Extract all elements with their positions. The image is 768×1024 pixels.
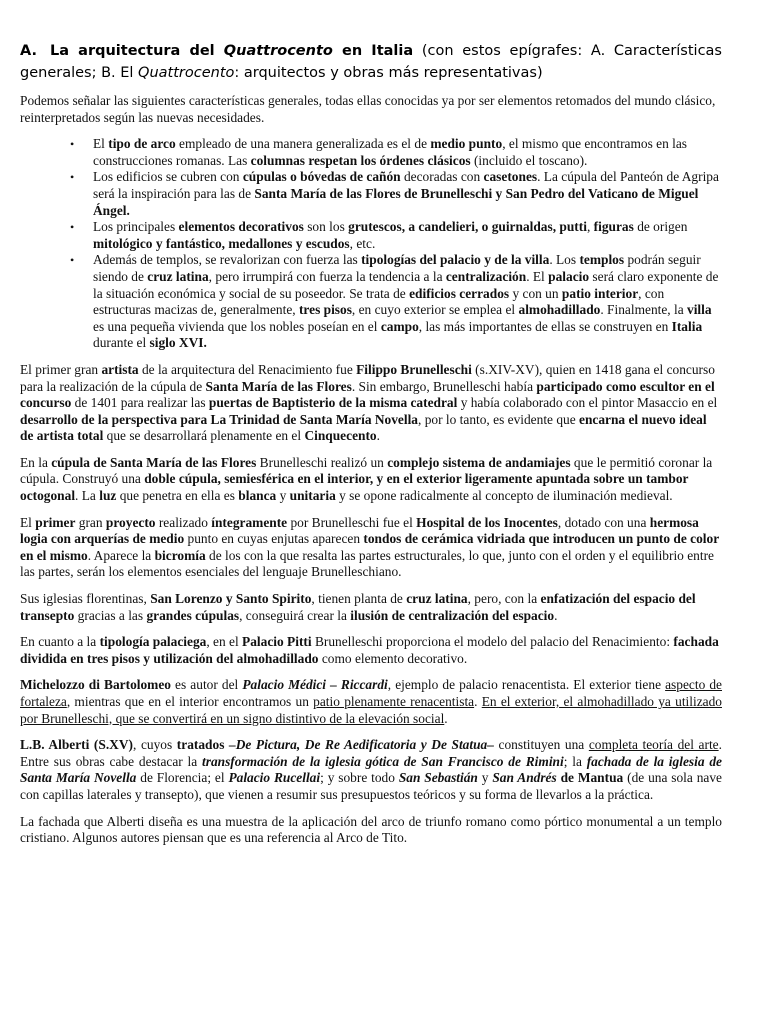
text-run: tipo de arco [108, 136, 176, 152]
text-run: ; y sobre todo [320, 770, 399, 786]
text-run: , tienen planta de [311, 591, 407, 607]
text-run: gran [75, 514, 106, 530]
text-run: constituyen una [493, 737, 589, 753]
text-run: San Andrés [492, 770, 557, 786]
text-run: , con estructuras macizas de, generalmente, [93, 285, 665, 318]
text-run: Italia [671, 318, 703, 334]
text-run: Cinquecento [304, 428, 377, 444]
text-run: y con un [509, 285, 562, 301]
text-run: tondos de cerámica vidriada que introducen un punto de color en el mismo [20, 531, 719, 563]
text-run: elementos decorativos [178, 219, 304, 235]
body-paragraph [20, 634, 722, 667]
text-run: que se desarrollará plenamente en el [103, 428, 305, 444]
text-run: , mientras que en el interior encontramos un [66, 694, 314, 709]
text-run: (s.XIV-XV), quien en 1418 gana el concurso para la realización de la cúpula de [20, 361, 715, 394]
text-run: , en cuyo exterior se emplea el [351, 302, 519, 318]
body-paragraph [20, 814, 722, 847]
text-run: artista [101, 361, 139, 377]
text-run: transformación de la iglesia gótica de San Francisco de Rimini [202, 753, 564, 769]
text-run: edificios cerrados [409, 285, 510, 301]
text-run: completa teoría del arte [588, 737, 719, 753]
characteristic-item [20, 252, 722, 352]
intro-paragraph: Podemos señalar las siguientes características generales, todas ellas conocidas ya por ser elementos retomados del mundo clásico, reinterpretados según las nuevas necesidades. [20, 93, 716, 125]
text-run: de los con la que resalta las partes estructurales, lo que, junto con el orden y el equilibrio entre las partes, serán los elementos esenciales del lenguaje Brunelleschiano. [20, 547, 714, 580]
bullet-icon: • [70, 220, 75, 235]
text-run: de 1401 para realizar las [71, 395, 209, 411]
text-run: Santa María de las Flores [205, 378, 352, 394]
text-run: medio punto [430, 136, 503, 152]
document-page [20, 40, 722, 857]
text-run: El [20, 514, 36, 530]
text-run: patio interior [561, 285, 639, 301]
text-run: de Mantua [556, 770, 624, 786]
text-run: El primer gran [20, 361, 102, 377]
text-run: , las más importantes de ellas se construyen en [418, 318, 672, 334]
text-run: empleado de una manera generalizada es el de [175, 136, 431, 152]
text-run: , conseguirá crear la [239, 607, 351, 623]
text-run: Brunelleschi realizó un [256, 454, 388, 470]
text-run: de la arquitectura del Renacimiento fue [138, 361, 357, 377]
text-run: Hospital de los Inocentes [416, 514, 558, 530]
text-run: . [554, 607, 558, 623]
text-run: son los [303, 219, 349, 235]
text-run: En el exterior, el almohadillado ya utilizado por Brunelleschi, que se convertirá en un signo distintivo de la elevación social [20, 694, 722, 726]
text-run: . Los [549, 252, 580, 268]
text-run: grandes cúpulas [146, 607, 240, 623]
text-run: , pero, con la [467, 591, 541, 607]
text-run: grutescos, a candelieri, o guirnaldas, putti [348, 219, 587, 235]
text-run: será claro exponente de la situación económica y social de su poseedor. Se trata de [93, 268, 719, 301]
text-run: fachada dividida en tres pisos y utilización del almohadillado [20, 634, 719, 666]
text-run: aspecto de fortaleza [20, 677, 722, 709]
text-run: desarrollo de la perspectiva para La Trinidad de Santa María Novella [20, 411, 418, 427]
text-run: campo [380, 318, 419, 334]
text-run: es autor del [170, 677, 243, 693]
text-run: Santa María de las Flores de Brunelleschi y San Pedro del Vaticano de Miguel Ángel. [93, 185, 699, 218]
text-run: tipologías del palacio y de la villa [361, 252, 550, 268]
text-run: Palacio Médici – Riccardi [242, 677, 388, 693]
text-run: centralización [445, 268, 527, 284]
text-run: que le permitió coronar la cúpula. Construyó una [20, 454, 713, 487]
characteristic-item [20, 219, 722, 252]
text-run: doble cúpula, semiesférica en el interior, y en el exterior ligeramente apuntada sobre un tambor octogonal [20, 471, 689, 504]
text-run: , ejemplo de palacio renacentista. El exterior tiene [387, 677, 666, 693]
text-run: Palacio Pitti [242, 634, 312, 650]
text-run: de Florencia; el [136, 770, 229, 786]
text-run: es una pequeña vivienda que los nobles poseían en el [93, 318, 381, 334]
text-run: por Brunelleschi fue el [287, 514, 417, 530]
text-run: columnas respetan los órdenes clásicos [250, 152, 471, 168]
text-run: . El [526, 268, 549, 284]
text-run: hermosa logia con arquerías de medio [20, 514, 699, 547]
text-run: siglo XVI. [149, 335, 207, 351]
body-paragraph [20, 677, 722, 727]
text-run: almohadillado [518, 302, 601, 318]
body-paragraph [20, 455, 722, 505]
text-run: que penetra en ella es [116, 488, 239, 504]
text-run: y [477, 770, 493, 786]
text-run: (incluido el toscano). [470, 152, 588, 168]
section-heading [20, 40, 722, 84]
text-run: . [474, 694, 482, 709]
section-title: La arquitectura del Quattrocento en Italia [50, 43, 414, 59]
text-run: encarna el nuevo ideal de artista total [20, 411, 707, 444]
text-run: , el mismo que encontramos en las construcciones romanas. Las [93, 136, 688, 168]
text-run: . [444, 710, 448, 726]
text-run: y [276, 488, 290, 504]
bullet-icon: • [70, 253, 75, 268]
text-run: cruz latina [147, 268, 209, 284]
text-run: realizado [155, 514, 212, 530]
text-run: . La cúpula del Panteón de Agripa será la inspiración para las de [93, 169, 719, 201]
text-run: palacio [548, 268, 590, 284]
text-run: El [93, 136, 109, 152]
text-run: unitaria [289, 488, 336, 504]
text-run: Además de templos, se revalorizan con fuerza las [93, 252, 362, 268]
text-run: San Lorenzo y Santo Spirito [150, 591, 312, 607]
text-run: , etc. [349, 235, 376, 251]
text-run: patio plenamente renacentista [313, 694, 475, 709]
text-run: La fachada que Alberti diseña es una muestra de la aplicación del arco de triunfo romano como pórtico monumental a un templo cristiano. Algunos autores piensan que es una referencia al Arco de Tito. [20, 813, 722, 846]
text-run: ; la [563, 753, 587, 769]
text-run: villa [687, 302, 712, 318]
text-run: decoradas con [400, 169, 484, 185]
body-paragraph [20, 515, 722, 581]
text-run: podrán seguir siendo de [93, 252, 701, 284]
characteristics-list [20, 136, 722, 352]
text-run: . Aparece la [87, 547, 155, 563]
section-number: A. [20, 43, 37, 59]
text-run: tratados [176, 737, 225, 753]
text-run: puertas de Baptisterio de la misma catedral [208, 395, 458, 411]
section-subtitle: (con estos epígrafes: A. Características generales; B. El Quattrocento: arquitectos y obras más representativas) [20, 43, 722, 81]
text-run: íntegramente [211, 514, 288, 530]
text-run: cúpulas o bóvedas de cañón [242, 169, 401, 185]
text-run: de origen [633, 219, 688, 235]
text-run: luz [99, 488, 117, 504]
text-run: ilusión de centralización del espacio [350, 607, 555, 623]
text-run: cruz latina [406, 591, 468, 607]
text-run: Sus iglesias florentinas, [20, 591, 151, 607]
text-run: En cuanto a la [20, 634, 100, 650]
body-paragraphs [20, 362, 722, 847]
text-run: y se opone radicalmente al concepto de iluminación medieval. [335, 488, 673, 504]
text-run: , dotado con una [557, 514, 650, 530]
text-run: En la [20, 454, 52, 470]
text-run: San Sebastián [398, 770, 478, 786]
text-run: tres pisos [298, 302, 352, 318]
text-run: . Sin embargo, Brunelleschi había [351, 378, 537, 394]
text-run: . La [75, 488, 100, 504]
text-run: primer [35, 514, 76, 530]
text-run: Los principales [93, 219, 179, 235]
text-run: –De Pictura, De Re Aedificatoria y De Statua– [224, 737, 494, 753]
text-run: Palacio Rucellai [228, 770, 321, 786]
text-run: bicromía [154, 547, 206, 563]
text-run: y había colaborado con el pintor Masaccio en el [457, 395, 718, 411]
text-run: Brunelleschi proporciona el modelo del palacio del Renacimiento: [311, 634, 674, 650]
text-run: como elemento decorativo. [318, 650, 468, 666]
body-paragraph [20, 362, 722, 445]
text-run: , en el [206, 634, 243, 650]
text-run: complejo sistema de andamiajes [387, 454, 571, 470]
text-run: gracias a las [74, 607, 147, 623]
text-run: . Finalmente, la [600, 302, 688, 318]
text-run: mitológico y fantástico, medallones y escudos [93, 235, 350, 251]
text-run: figuras [593, 219, 634, 235]
text-run: . Entre sus obras cabe destacar la [20, 737, 722, 769]
text-run: proyecto [105, 514, 156, 530]
text-run: templos [579, 252, 625, 268]
text-run: Filippo Brunelleschi [356, 361, 472, 377]
text-run: . [376, 428, 380, 444]
text-run: casetones [483, 169, 538, 185]
bullet-icon: • [70, 137, 75, 152]
text-run: enfatización del espacio del transepto [20, 591, 696, 623]
text-run: , cuyos [133, 737, 177, 753]
text-run: (S.XV) [89, 737, 133, 753]
text-run: participado como escultor en el concurso [20, 378, 715, 411]
text-run: , [586, 219, 594, 235]
text-run: L.B. Alberti [20, 737, 90, 753]
body-paragraph [20, 737, 722, 803]
body-paragraph [20, 591, 722, 624]
text-run: , por lo tanto, es evidente que [418, 411, 580, 427]
text-run: , pero irrumpirá con fuerza la tendencia a la [208, 268, 446, 284]
text-run: Michelozzo di Bartolomeo [20, 677, 171, 693]
text-run: tipología palaciega [99, 634, 207, 650]
text-run: (de una sola nave con capillas laterales y transepto), que vienen a resumir sus presupuestos teóricos y su forma de llevarlos a la práctica. [20, 770, 722, 802]
bullet-icon: • [70, 170, 75, 185]
characteristic-item [20, 169, 722, 219]
text-run: Los edificios se cubren con [93, 169, 243, 185]
text-run: cúpula de Santa María de las Flores [51, 454, 257, 470]
text-run: fachada de la iglesia de Santa María Novella [20, 753, 722, 786]
text-run: blanca [238, 488, 277, 504]
text-run: durante el [93, 335, 150, 351]
text-run: punto en cuyas enjutas aparecen [184, 531, 364, 547]
characteristic-item [20, 136, 722, 169]
